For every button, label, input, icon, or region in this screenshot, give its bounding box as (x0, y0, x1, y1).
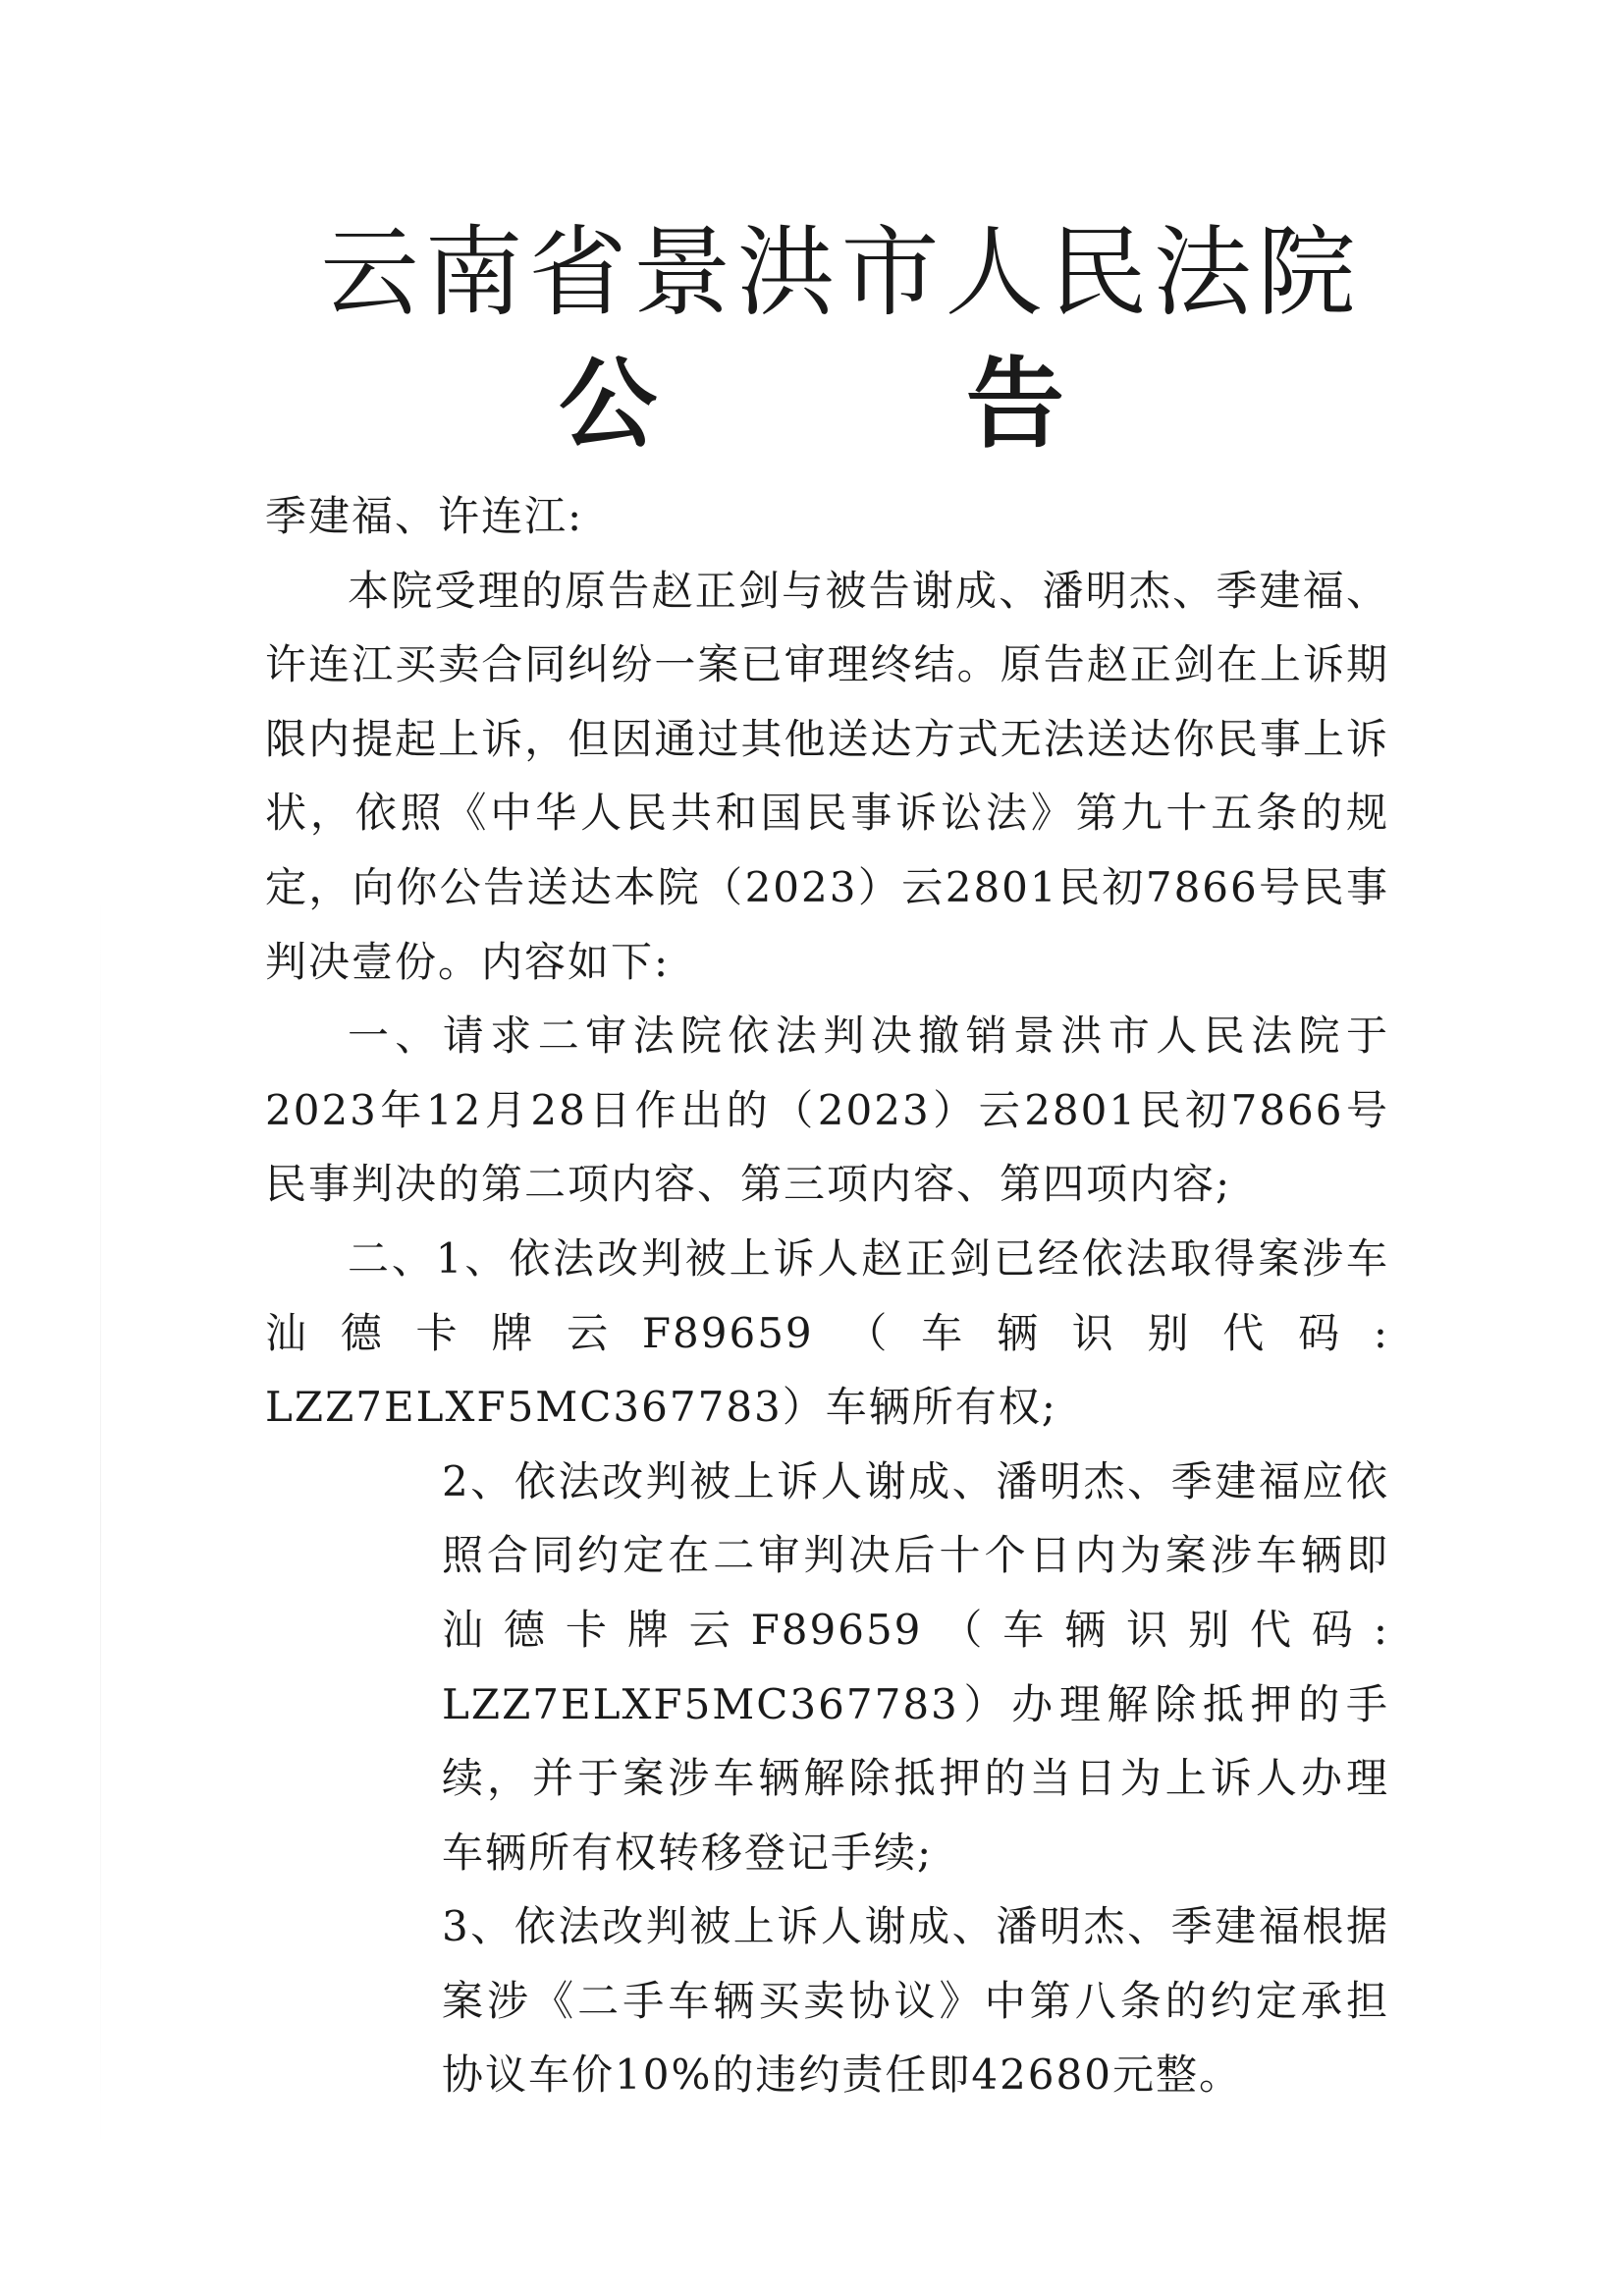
court-name-title: 云南省景洪市人民法院 (320, 215, 1362, 330)
paragraph-claim-2-3: 3、依法改判被上诉人谢成、潘明杰、季建福根据案涉《二手车辆买卖协议》中第八条的约定承担协议车价10%的违约责任即42680元整。 (442, 1902, 1389, 2100)
paragraph-claim-2-2: 2、依法改判被上诉人谢成、潘明杰、季建福应依照合同约定在二审判决后十个日内为案涉车辆即汕德卡牌云F89659（车辆识别代码: LZZ7ELXF5MC367783）办理解除抵押的手续，并于案涉车辆解除抵押的当日为上诉人办理车辆所有权转移登记手续; (442, 1456, 1389, 1877)
addressee-line: 季建福、许连江: (265, 492, 584, 540)
paragraph-claim-2-1: 二、1、依法改判被上诉人赵正剑已经依法取得案涉车汕德卡牌云F89659（车辆识别代码: LZZ7ELXF5MC367783）车辆所有权; (265, 1233, 1389, 1432)
document-type-heading: 公 告 (559, 347, 1202, 462)
announcement-body (265, 479, 1389, 2112)
paragraph-case-intro: 本院受理的原告赵正剑与被告谢成、潘明杰、季建福、许连江买卖合同纠纷一案已审理终结。原告赵正剑在上诉期限内提起上诉，但因通过其他送达方式无法送达你民事上诉状，依照《中华人民共和国民事诉讼法》第九十五条的规定，向你公告送达本院（2023）云2801民初7866号民事判决壹份。内容如下: (265, 566, 1389, 986)
scan-edge-shadow (100, 884, 101, 2160)
paragraph-claim-1: 一、请求二审法院依法判决撤销景洪市人民法院于2023年12月28日作出的（2023）云2801民初7866号民事判决的第二项内容、第三项内容、第四项内容; (265, 1011, 1389, 1209)
